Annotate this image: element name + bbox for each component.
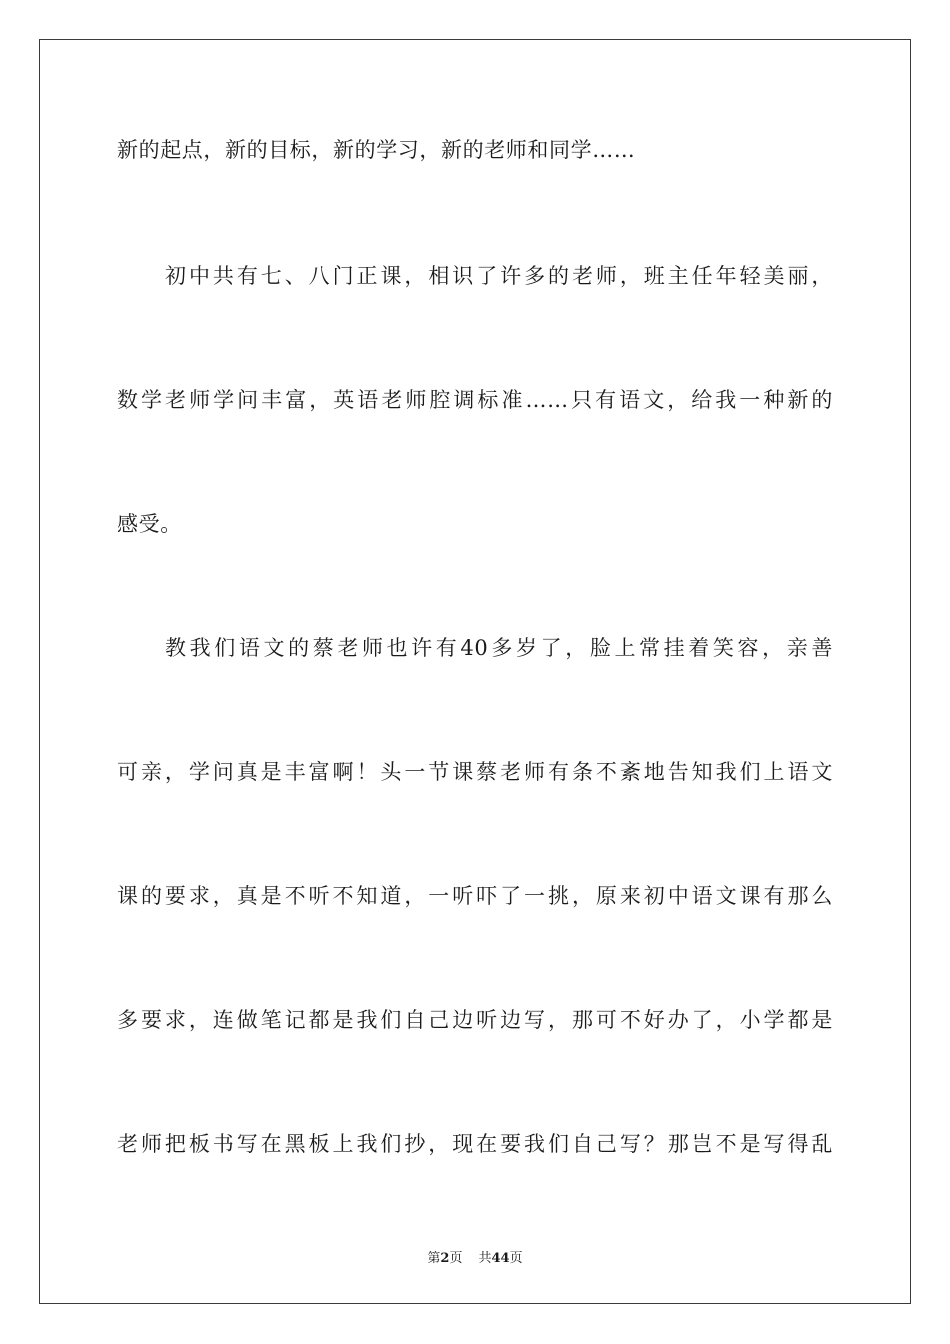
text-line-3: 数学老师学问丰富，英语老师腔调标准……只有语文，给我一种新的	[117, 388, 833, 412]
text-line-9: 老师把板书写在黑板上我们抄，现在要我们自己写？那岂不是写得乱	[117, 1132, 833, 1156]
total-pages: 44	[491, 1251, 510, 1266]
page-suffix: 页	[449, 1251, 463, 1266]
text-line-7: 课的要求，真是不听不知道，一听吓了一挑，原来初中语文课有那么	[117, 884, 833, 908]
page-number: 2	[440, 1251, 450, 1266]
page-footer	[0, 1247, 950, 1266]
text-line-5: 教我们语文的蔡老师也许有40多岁了，脸上常挂着笑容，亲善	[165, 636, 833, 660]
text-line-6: 可亲，学问真是丰富啊！头一节课蔡老师有条不紊地告知我们上语文	[117, 760, 833, 784]
text-line-2: 初中共有七、八门正课，相识了许多的老师，班主任年轻美丽，	[165, 264, 833, 288]
total-prefix: 共	[478, 1251, 492, 1266]
text-line-1: 新的起点，新的目标，新的学习，新的老师和同学……	[117, 138, 636, 162]
page-prefix: 第	[427, 1251, 441, 1266]
total-suffix: 页	[509, 1251, 523, 1266]
page-border	[39, 39, 911, 1304]
text-line-8: 多要求，连做笔记都是我们自己边听边写，那可不好办了，小学都是	[117, 1008, 833, 1032]
text-line-4: 感受。	[117, 512, 182, 536]
